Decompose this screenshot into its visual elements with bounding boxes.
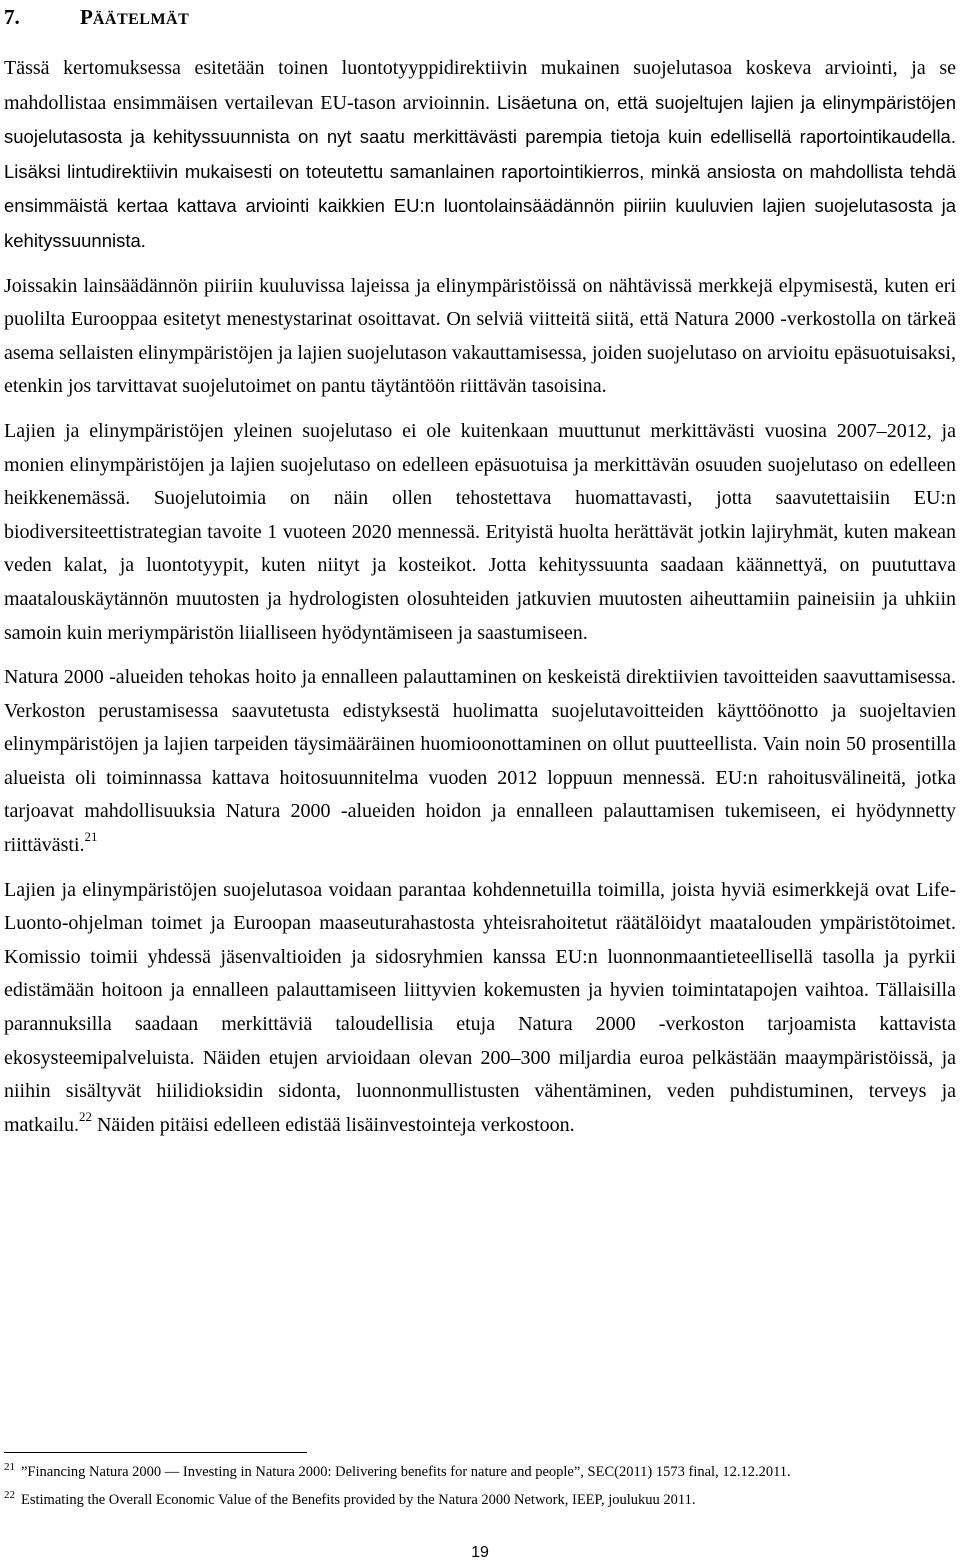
footnote-ref-22[interactable]: 22 [78, 1108, 92, 1124]
paragraph-5-tail: Näiden pitäisi edelleen edistää lisäinvestointeja verkostoon. [91, 1113, 575, 1136]
paragraph-1 [4, 52, 956, 259]
footnote-number: 21 [4, 1461, 15, 1473]
paragraph-2: Joissakin lainsäädännön piiriin kuuluvissa lajeissa ja elinympäristöissä on nähtävissä merkkejä elpymisestä, kuten eri puolilta Eurooppaa esitetyt menestystarinat osoittavat. On selviä viitteitä siitä, että Natura 2000 -verkostolla on tärkeä asema sellaisten elinympäristöjen ja lajien suojelutason vakauttamisessa, joiden suojelutaso on arvioitu epäsuotuisaksi, etenkin jos tarvittavat suojelutoimet on pantu täytäntöön riittävän tasoisina. [4, 274, 956, 398]
page-number: 19 [471, 1544, 489, 1561]
footnote-text: Estimating the Overall Economic Value of the Benefits provided by the Natura 2000 Network, IEEP, joulukuu 2011. [21, 1492, 696, 1508]
footnote-number: 22 [4, 1489, 15, 1501]
paragraph-1-part-a: Tässä kertomuksessa esitetään toinen luontotyyppidirektiivin mukainen suojelutasoa koskeva arviointi, ja se mahdollistaa ensimmäisen vertailevan EU-tason arvioinnin. [4, 57, 956, 114]
footnotes [4, 1462, 956, 1518]
section-title-rest: ÄÄTELMÄT [92, 11, 190, 28]
document-page [4, 0, 956, 1142]
paragraph-4-text: Natura 2000 -alueiden tehokas hoito ja ennalleen palauttaminen on keskeistä direktiivien tavoitteiden saavuttamisessa. Verkoston perustamisessa saavutetusta edistyksestä huolimatta suojelutavoitteiden käyttöönotto ja suojeltavien elinympäristöjen ja lajien tarpeiden täysimääräinen huomioonottaminen on ollut puutteellista. Vain noin 50 prosentilla alueista oli toiminnassa kattava hoitosuunnitelma vuoden 2012 loppuun mennessä. EU:n rahoitusvälineitä, jotka tarjoavat mahdollisuuksia Natura 2000 -alueiden hoidon ja ennalleen palauttamisen tukemiseen, ei hyödynnetty riittävästi. [4, 666, 956, 857]
section-heading [4, 2, 956, 32]
paragraph-4 [4, 661, 956, 863]
footnote-separator [4, 1452, 307, 1453]
paragraph-3: Lajien ja elinympäristöjen yleinen suojelutaso ei ole kuitenkaan muuttunut merkittävästi vuosina 2007–2012, ja monien elinympäristöjen ja lajien suojelutaso on edelleen epäsuotuisa ja merkittävän osuuden suojelutaso on edelleen heikkenemässä. Suojelutoimia on näin ollen tehostettava huomattavasti, jotta saavutettaisiin EU:n biodiversiteettistrategian tavoite 1 vuoteen 2020 mennessä. Erityistä huolta herättävät jotkin lajiryhmät, kuten makean veden kalat, ja luontotyypit, kuten niityt ja kosteikot. Jotta kehityssuunta saadaan käännettyä, on puututtava maatalouskäytännön muutosten ja hydrologisten olosuhteiden jatkuvien muutosten aiheuttamiin paineisiin ja uhkiin samoin kuin meriympäristön liialliseen hyödyntämiseen ja saastumiseen. [4, 419, 956, 644]
paragraph-1-part-b: mukaisesti on toteutettu samanlainen raportointikierros, minkä ansiosta on mahdollista tehdä ensimmäistä kertaa kattava arviointi kaikkien EU:n luontolainsäädännön piiriin kuuluvien lajien suojelutasosta ja kehityssuunnista. [4, 160, 957, 251]
paragraph-1-part-sans: Lisäetuna on, että suojeltujen lajien ja elinympäristöjen suojelutasosta ja kehityssuunnista on nyt saatu merkittävästi parempia tietoja kuin edellisellä raportointikaudella. Lisäksi lintudirektiivin [4, 91, 957, 182]
footnote-ref-21[interactable]: 21 [84, 829, 98, 845]
paragraph-5-text: Lajien ja elinympäristöjen suojelutasoa voidaan parantaa kohdennetuilla toimilla, joista hyviä esimerkkejä ovat Life-Luonto-ohjelman toimet ja Euroopan maaseuturahastosta yhteisrahoitetut räätälöidyt maatalouden ympäristötoimet. Komissio toimii yhdessä jäsenvaltioiden ja sidosryhmien kanssa EU:n luonnonmaantieteellisellä tasolla ja pyrkii edistämään hoitoon ja ennalleen palauttamiseen liittyvien kokemusten ja hyvien toimintatapojen vaihtoa. Tällaisilla parannuksilla saadaan merkittäviä taloudellisia etuja Natura 2000 -verkoston tarjoamista kattavista ekosysteemipalveluista. Näiden etujen arvioidaan olevan 200–300 miljardia euroa pelkästään maaympäristöissä, ja niihin sisältyvät hiilidioksidin sidonta, luonnonmullistusten vähentäminen, veden puhdistuminen, terveys ja matkailu. [4, 878, 956, 1136]
footnote-text: ”Financing Natura 2000 — Investing in Natura 2000: Delivering benefits for nature and people”, SEC(2011) 1573 final, 12.12.2011. [21, 1464, 791, 1480]
section-number: 7. [4, 5, 20, 29]
footnote-22 [4, 1490, 956, 1510]
footnote-21 [4, 1462, 956, 1482]
section-title-initial: P [80, 5, 93, 29]
paragraph-5 [4, 874, 956, 1143]
